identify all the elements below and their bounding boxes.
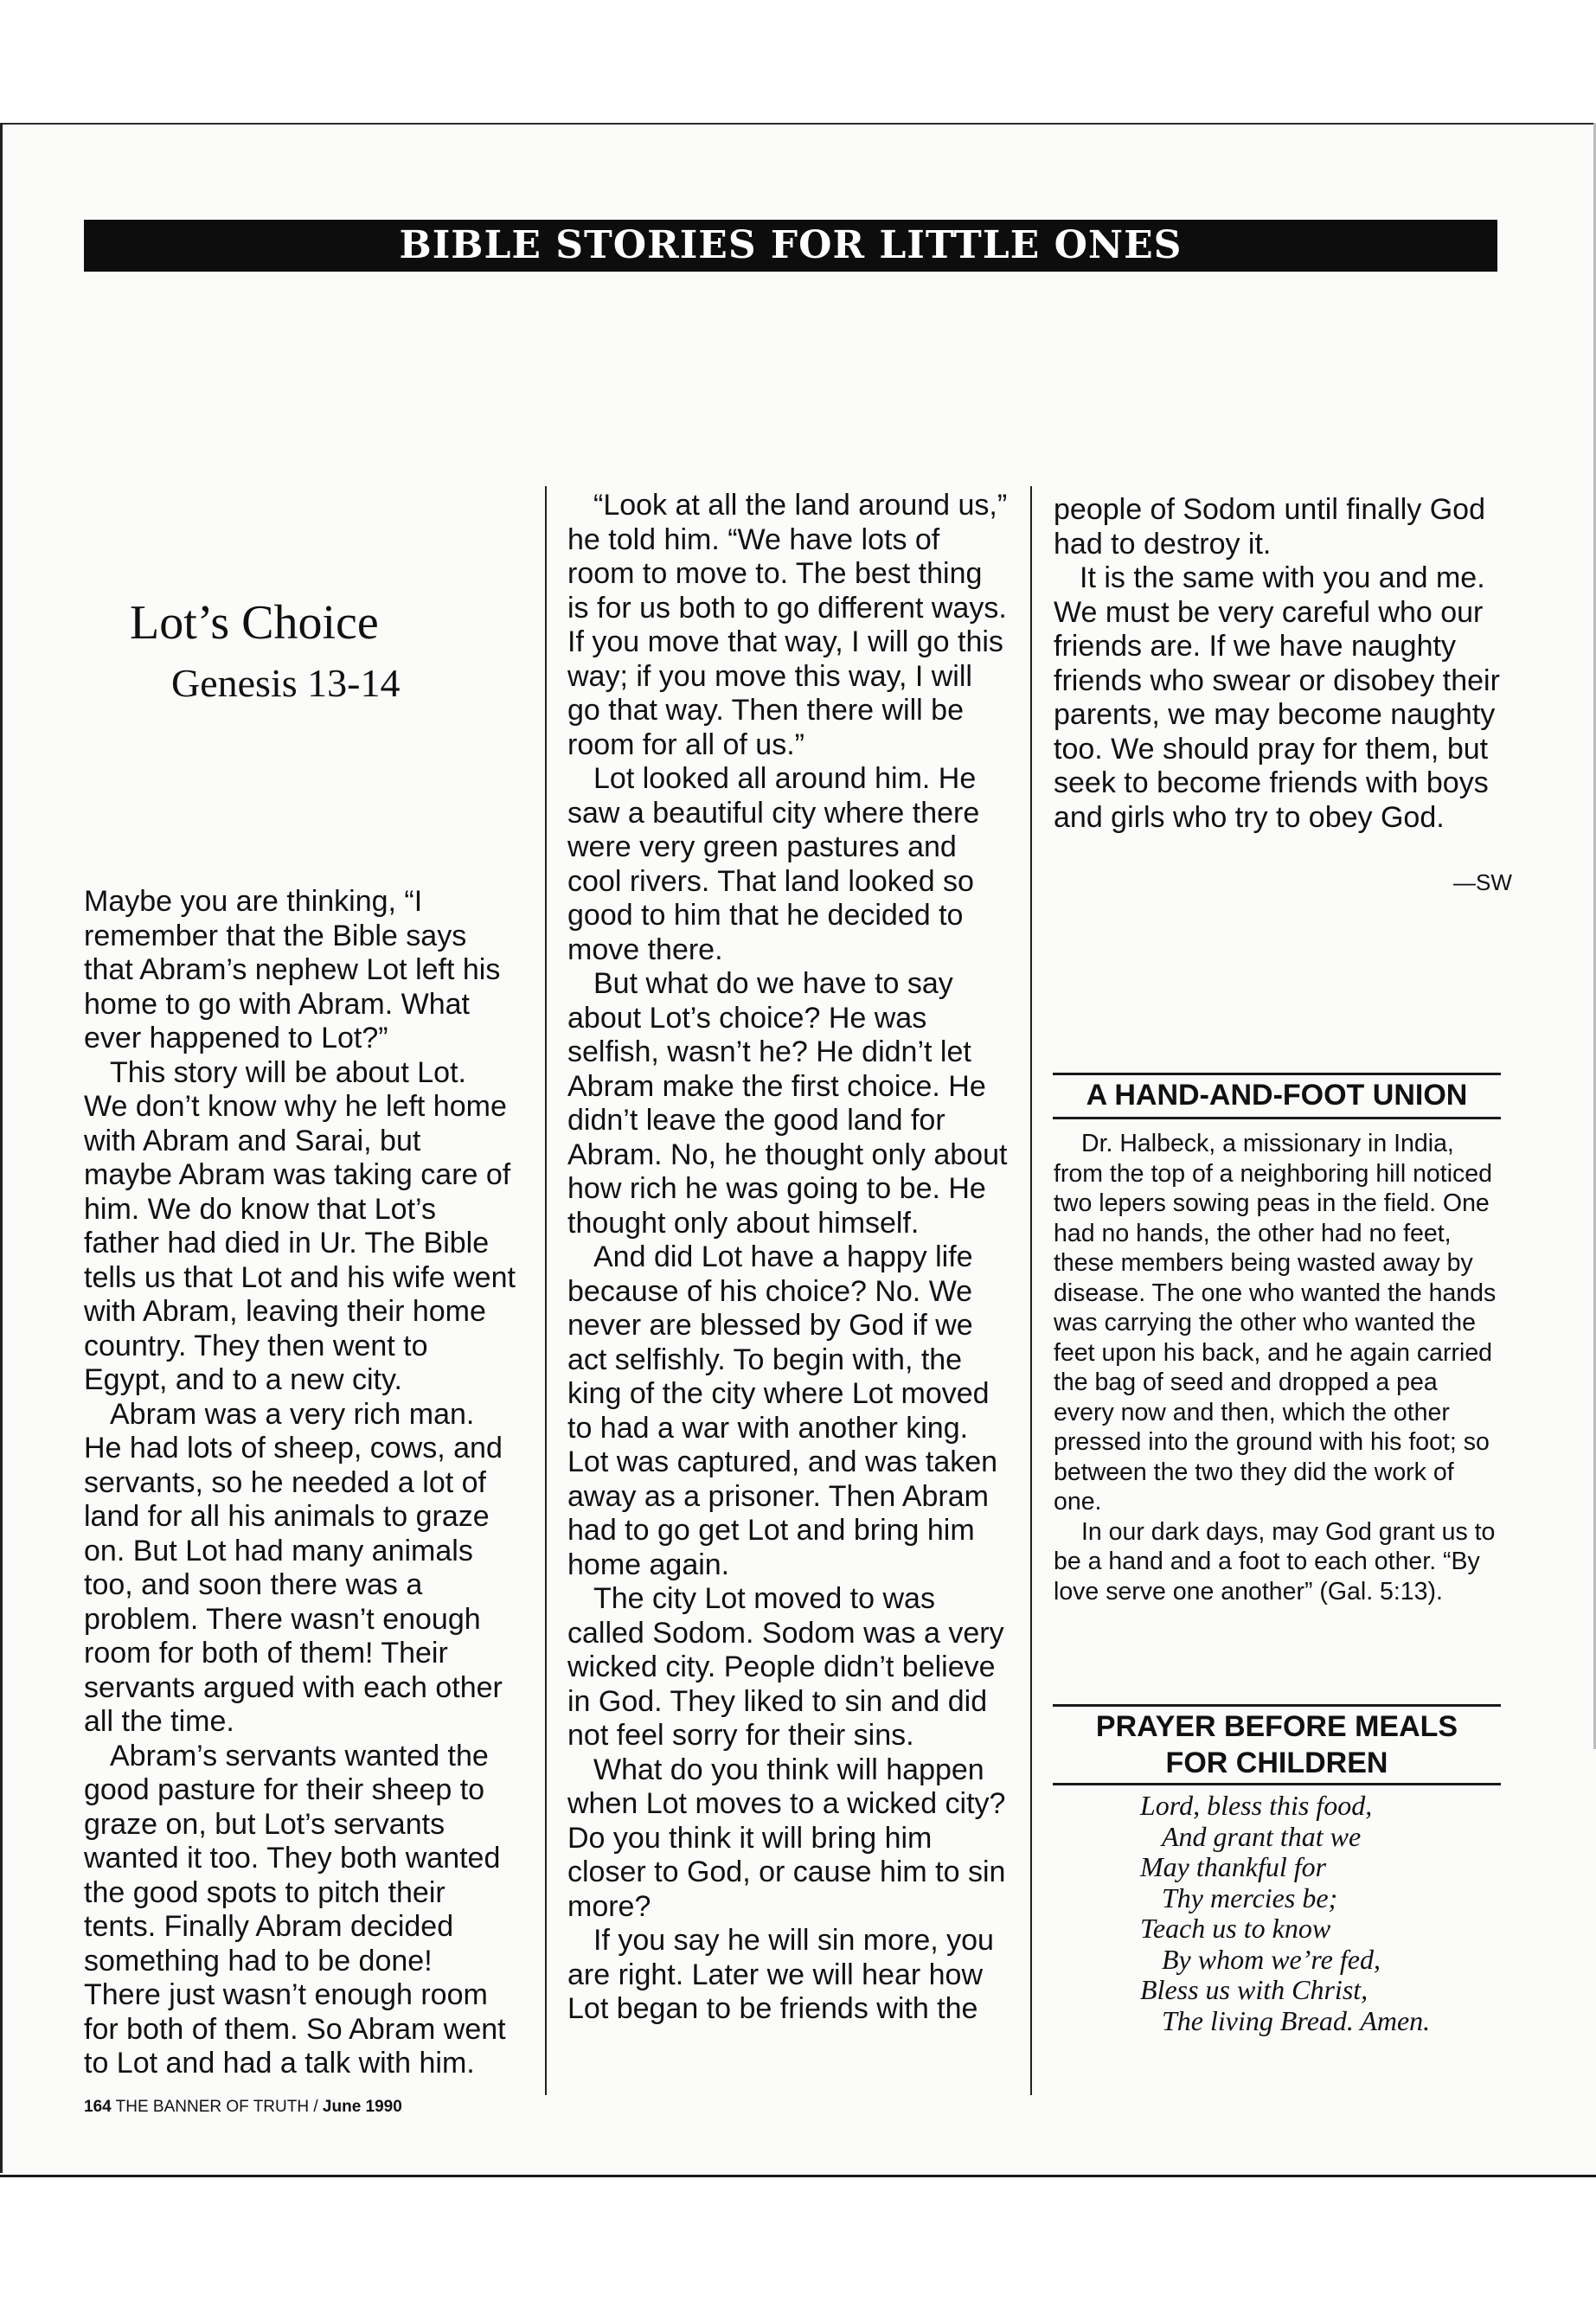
- hand-foot-text: [1054, 1129, 1503, 1606]
- box-rule-bottom: [1053, 1117, 1501, 1119]
- story-column-3: [1054, 493, 1503, 835]
- section-banner: BIBLE STORIES FOR LITTLE ONES: [84, 220, 1497, 272]
- prayer-line: And grant that we: [1162, 1820, 1362, 1852]
- story-column-1: [84, 885, 516, 2081]
- story-paragraph: “Look at all the land around us,” he told him. “We have lots of room to move to. The best thing is for us both to go different ways. If you move that way, I will go this way; if you move this way, I will go that way. Then there will be room for all of us.”: [567, 489, 1008, 761]
- prayer-line: Thy mercies be;: [1162, 1881, 1338, 1913]
- page-number: 164: [84, 2098, 112, 2116]
- story-paragraph: Maybe you are thinking, “I remember that the Bible says that Abram’s nephew Lot left his home to go with Abram. What ever happened to Lot?”: [84, 885, 501, 1054]
- story-title: Lot’s Choice: [130, 596, 379, 650]
- story-reference: Genesis 13-14: [171, 661, 401, 705]
- story-paragraph: people of Sodom until finally God had to destroy it.: [1054, 493, 1485, 561]
- box-rule-bottom: [1053, 1783, 1501, 1785]
- story-paragraph: It is the same with you and me. We must be very careful who our friends are. If we have naughty friends who swear or disobey their parents, we may become naughty too. We should pray for them, but seek to become friends with boys and girls who try to obey God.: [1054, 561, 1500, 834]
- page-footer: [84, 2098, 402, 2117]
- prayer-title: PRAYER BEFORE MEALS FOR CHILDREN: [1095, 1710, 1458, 1779]
- story-column-2: [567, 489, 1009, 2027]
- story-paragraph: If you say he will sin more, you are right. Later we will hear how Lot began to be friends with the: [567, 1924, 994, 2025]
- prayer-line: May thankful for: [1140, 1851, 1327, 1882]
- prayer-poem: [1140, 1791, 1430, 2036]
- story-paragraph: Lot looked all around him. He saw a beautiful city where there were very green pastures and cool rivers. That land looked so good to him that he decided to move there.: [567, 762, 980, 966]
- story-paragraph: But what do we have to say about Lot’s choice? He was selfish, wasn’t he? He didn’t let Abram make the first choice. He didn’t leave the good land for Abram. No, he thought only about how rich he was going to be. He thought only about himself.: [567, 967, 1008, 1240]
- story-paragraph: And did Lot have a happy life because of his choice? No. We never are blessed by God if we act selfishly. To begin with, the king of the city where Lot moved to had a war with another king. Lot was captured, and was taken away as a prisoner. Then Abram had to go get Lot and bring him home again.: [567, 1240, 998, 1581]
- publication-name: THE BANNER OF TRUTH /: [115, 2098, 318, 2116]
- story-paragraph: Abram’s servants wanted the good pasture for their sheep to graze on, but Lot’s servants wanted it too. They both wanted the good spots to pitch their tents. Finally Abram decided something had to be done! There just wasn’t enough room for both of them. So Abram went to Lot and had a talk with him.: [84, 1739, 506, 2080]
- prayer-line: By whom we’re fed,: [1162, 1943, 1381, 1975]
- column-divider: [1030, 486, 1032, 2095]
- prayer-line: The living Bread. Amen.: [1162, 2004, 1431, 2036]
- story-paragraph: The city Lot moved to was called Sodom. Sodom was a very wicked city. People didn’t believe in God. They liked to sin and did not feel sorry for their sins.: [567, 1582, 1004, 1752]
- story-paragraph: Abram was a very rich man. He had lots of sheep, cows, and servants, so he needed a lot of land for all his animals to graze on. But Lot had many animals too, and soon there was a problem. There wasn’t enough room for both of them! Their servants argued with each other all the time.: [84, 1397, 503, 1738]
- box-rule-top: [1053, 1073, 1501, 1075]
- prayer-line: Teach us to know: [1140, 1913, 1331, 1944]
- story-signature: —SW: [1453, 869, 1512, 895]
- hand-foot-title: A HAND-AND-FOOT UNION: [1086, 1079, 1468, 1112]
- hand-foot-paragraph: In our dark days, may God grant us to be a hand and a foot to each other. “By love serve one another” (Gal. 5:13).: [1054, 1517, 1496, 1606]
- page-left-edge: [0, 123, 3, 2173]
- prayer-line: Lord, bless this food,: [1140, 1790, 1373, 1821]
- hand-foot-paragraph: Dr. Halbeck, a missionary in India, from the top of a neighboring hill noticed two lepers sowing peas in the field. One had no hands, the other had no feet, these members being wasted away by disease. The one who wanted the hands was carrying the other who wanted the feet upon his back, and he again carried the bag of seed and dropped a pea every now and then, which the other pressed into the ground with his foot; so between the two they did the work of one.: [1054, 1130, 1497, 1516]
- story-paragraph: What do you think will happen when Lot moves to a wicked city? Do you think it will bring him closer to God, or cause him to sin more?: [567, 1753, 1006, 1923]
- story-paragraph: This story will be about Lot. We don’t know why he left home with Abram and Sarai, but maybe Abram was taking care of him. We do know that Lot’s father had died in Ur. The Bible tells us that Lot and his wife went with Abram, leaving their home country. They then went to Egypt, and to a new city.: [84, 1055, 516, 1396]
- issue-date: June 1990: [322, 2098, 402, 2116]
- prayer-line: Bless us with Christ,: [1140, 1974, 1368, 2005]
- box-rule-top: [1053, 1704, 1501, 1707]
- column-divider: [545, 486, 547, 2095]
